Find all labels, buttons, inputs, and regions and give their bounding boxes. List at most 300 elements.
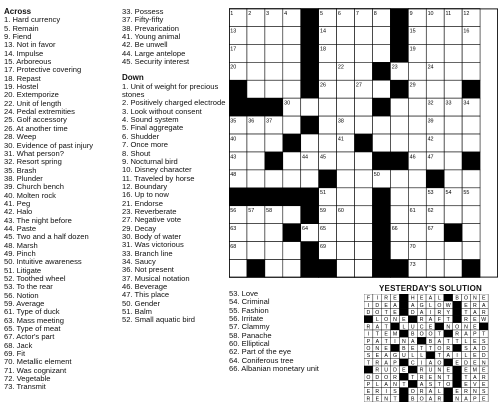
- grid-cell[interactable]: [444, 80, 462, 98]
- solution-black-square: [399, 395, 408, 402]
- clue-number: 51: [319, 190, 326, 197]
- clue-number: 64: [302, 226, 309, 232]
- clue-item: 57. Clammy: [229, 322, 270, 332]
- grid-cell[interactable]: [462, 116, 480, 134]
- clue-item: 56. Irritate: [229, 314, 264, 324]
- grid-cell[interactable]: [247, 62, 265, 80]
- grid-cell[interactable]: [229, 260, 247, 278]
- solution-letter: E: [473, 360, 477, 367]
- clue-item: 45. Two and a half dozen: [4, 232, 89, 242]
- grid-cell[interactable]: [265, 224, 283, 242]
- grid-cell[interactable]: [337, 98, 355, 116]
- grid-cell[interactable]: [355, 260, 373, 278]
- solution-letter: E: [411, 346, 415, 353]
- grid-cell[interactable]: [355, 152, 373, 170]
- clue-item: 28. Weep: [4, 132, 37, 142]
- grid-cell[interactable]: [444, 116, 462, 134]
- solution-letter: A: [428, 317, 433, 324]
- clue-item: 53. To the rear: [4, 282, 53, 292]
- solution-letter: O: [419, 396, 424, 402]
- solution-letter: I: [367, 331, 370, 338]
- grid-cell[interactable]: [462, 134, 480, 152]
- solution-letter: W: [445, 302, 451, 309]
- grid-cell[interactable]: [247, 80, 265, 98]
- grid-cell[interactable]: [337, 188, 355, 206]
- solution-letter: R: [366, 396, 371, 402]
- black-square: [301, 242, 319, 260]
- clue-item: 31. What person?: [4, 148, 64, 158]
- clue-item: 31. Was victorious: [122, 240, 184, 250]
- grid-cell[interactable]: [283, 242, 301, 260]
- solution-letter: V: [473, 382, 477, 389]
- grid-cell[interactable]: [265, 260, 283, 278]
- clue-item: 1. Unit of weight for precious stones: [122, 81, 219, 100]
- grid-cell[interactable]: [247, 152, 265, 170]
- solution-letter: A: [375, 324, 380, 331]
- solution-letter: P: [473, 396, 477, 402]
- grid-cell[interactable]: [319, 134, 337, 152]
- solution-letter: U: [384, 367, 389, 374]
- yesterday-solution-grid: [364, 294, 497, 402]
- grid-cell[interactable]: [283, 116, 301, 134]
- grid-cell[interactable]: [337, 44, 355, 62]
- grid-cell[interactable]: [355, 62, 373, 80]
- grid-cell[interactable]: [372, 80, 390, 98]
- solution-letter: I: [385, 389, 387, 396]
- grid-cell[interactable]: [283, 170, 301, 188]
- clue-number: 22: [337, 64, 344, 71]
- grid-cell[interactable]: [283, 44, 301, 62]
- black-square: [301, 26, 319, 44]
- solution-letter: E: [402, 367, 406, 374]
- solution-black-square: [453, 373, 462, 380]
- solution-letter: A: [375, 338, 380, 345]
- grid-cell[interactable]: [390, 116, 408, 134]
- clue-number: 2: [248, 10, 252, 17]
- solution-letter: A: [428, 295, 433, 302]
- black-square: [462, 80, 480, 98]
- solution-black-square: [399, 308, 408, 315]
- clue-item: 5. Remain: [4, 23, 39, 33]
- solution-black-square: [399, 294, 408, 301]
- clue-item: 26. At another time: [4, 123, 68, 133]
- solution-letter: E: [464, 302, 468, 309]
- clue-number: 9: [409, 10, 413, 17]
- clue-number: 45: [319, 154, 326, 161]
- solution-letter: P: [366, 338, 371, 345]
- solution-letter: Y: [446, 310, 450, 317]
- solution-letter: H: [410, 295, 415, 302]
- grid-cell[interactable]: [444, 26, 462, 44]
- solution-letter: U: [402, 353, 406, 360]
- solution-letter: A: [419, 310, 424, 317]
- grid-cell[interactable]: [265, 62, 283, 80]
- solution-letter: S: [366, 353, 371, 360]
- grid-cell[interactable]: [283, 26, 301, 44]
- solution-letter: T: [437, 353, 441, 360]
- solution-letter: O: [455, 324, 460, 331]
- grid-cell[interactable]: [390, 98, 408, 116]
- solution-black-square: [399, 373, 408, 380]
- clue-item: 42. Be unwell: [122, 40, 168, 50]
- solution-letter: T: [428, 346, 433, 353]
- clue-number: 17: [230, 46, 237, 53]
- grid-cell[interactable]: [462, 206, 480, 224]
- grid-cell[interactable]: [265, 44, 283, 62]
- grid-cell[interactable]: [355, 188, 373, 206]
- clue-item: 12. Boundary: [122, 181, 168, 191]
- clue-item: 33. Possess: [122, 7, 164, 16]
- grid-cell[interactable]: [355, 170, 373, 188]
- grid-cell[interactable]: [462, 242, 480, 260]
- grid-cell[interactable]: [265, 26, 283, 44]
- grid-cell[interactable]: [301, 170, 319, 188]
- grid-cell[interactable]: [337, 170, 355, 188]
- solution-letter: N: [472, 295, 477, 302]
- grid-cell[interactable]: [390, 242, 408, 260]
- solution-black-square: [444, 388, 453, 395]
- solution-black-square: [391, 344, 400, 351]
- black-square: [372, 242, 390, 260]
- grid-cell[interactable]: [247, 44, 265, 62]
- grid-cell[interactable]: [247, 134, 265, 152]
- grid-cell[interactable]: [408, 116, 426, 134]
- clue-column-middle: [122, 8, 226, 325]
- clue-item: 41. Peg: [4, 198, 31, 208]
- grid-cell[interactable]: [390, 134, 408, 152]
- grid-cell[interactable]: [355, 206, 373, 224]
- solution-letter: D: [375, 374, 380, 381]
- grid-cell[interactable]: [408, 170, 426, 188]
- solution-letter: T: [402, 382, 406, 389]
- solution-black-square: [453, 301, 462, 308]
- clue-item: 22. Unit of length: [4, 98, 62, 108]
- clue-number: 52: [373, 190, 380, 197]
- solution-letter: B: [411, 331, 415, 338]
- solution-letter: I: [376, 295, 379, 302]
- grid-cell[interactable]: [408, 188, 426, 206]
- solution-letter: T: [420, 346, 424, 353]
- grid-cell[interactable]: [283, 80, 301, 98]
- solution-letter: R: [384, 295, 389, 302]
- black-square: [301, 80, 319, 98]
- black-square: [283, 224, 301, 242]
- clue-item: 52. Toothed wheel: [4, 274, 66, 283]
- solution-letter: F: [437, 317, 441, 324]
- black-square: [301, 116, 319, 134]
- clue-item: 38. Prevarication: [122, 23, 179, 33]
- solution-letter: E: [375, 353, 380, 360]
- solution-letter: G: [393, 353, 398, 360]
- clue-number: 48: [230, 172, 237, 179]
- grid-cell[interactable]: [444, 206, 462, 224]
- grid-cell[interactable]: [408, 62, 426, 80]
- clue-item: 9. Nocturnal bird: [122, 156, 178, 166]
- grid-cell[interactable]: [444, 62, 462, 80]
- grid-cell[interactable]: [337, 242, 355, 260]
- solution-letter: T: [366, 360, 371, 367]
- clue-number: 46: [409, 154, 416, 161]
- solution-letter: S: [393, 389, 397, 396]
- solution-letter: L: [464, 353, 468, 360]
- clue-item: 37. Musical notation: [122, 273, 190, 283]
- clue-number: 26: [319, 82, 326, 89]
- solution-letter: A: [393, 302, 397, 309]
- grid-cell[interactable]: [247, 26, 265, 44]
- clue-item: 3. Look without consent: [122, 106, 202, 116]
- clue-item: 27. Negative vote: [122, 215, 182, 225]
- solution-letter: A: [446, 353, 450, 360]
- grid-cell[interactable]: [462, 170, 480, 188]
- black-square: [283, 188, 301, 206]
- grid-cell[interactable]: [247, 170, 265, 188]
- clue-item: 17. Protective covering: [4, 65, 82, 75]
- solution-letter: A: [419, 382, 424, 389]
- clue-number: 44: [302, 154, 309, 161]
- grid-cell[interactable]: [444, 44, 462, 62]
- clue-item: 54. Criminal: [229, 297, 270, 307]
- clue-item: 41. Young animal: [122, 32, 181, 42]
- clue-item: 51. Litigate: [4, 265, 42, 275]
- clue-item: 8. Shout: [122, 148, 151, 158]
- solution-letter: T: [384, 324, 388, 331]
- solution-letter: P: [393, 360, 397, 367]
- black-square: [265, 188, 283, 206]
- black-square: [247, 98, 265, 116]
- solution-letter: S: [481, 338, 486, 345]
- grid-cell[interactable]: [355, 98, 373, 116]
- clue-item: 7. Once more: [122, 140, 169, 150]
- grid-cell[interactable]: [426, 260, 444, 278]
- clue-number: 19: [409, 46, 416, 53]
- clue-number: 32: [427, 100, 434, 107]
- grid-cell[interactable]: [355, 44, 373, 62]
- clue-number: 10: [427, 10, 434, 17]
- solution-letter: E: [473, 324, 477, 331]
- solution-letter: R: [455, 331, 459, 338]
- solution-letter: E: [481, 396, 486, 402]
- grid-cell[interactable]: [444, 170, 462, 188]
- grid-cell[interactable]: [408, 224, 426, 242]
- clue-item: 49. Pinch: [4, 248, 36, 258]
- clue-number: 30: [284, 100, 291, 107]
- grid-cell[interactable]: [390, 170, 408, 188]
- solution-letter: L: [429, 302, 432, 309]
- solution-letter: O: [419, 331, 424, 338]
- black-square: [372, 152, 390, 170]
- down-clue-list-continued: [229, 290, 357, 373]
- grid-cell[interactable]: [444, 260, 462, 278]
- black-square: [265, 152, 283, 170]
- solution-letter: R: [375, 389, 380, 396]
- solution-letter: E: [393, 310, 397, 317]
- grid-cell[interactable]: [426, 80, 444, 98]
- black-square: [355, 134, 373, 152]
- grid-cell[interactable]: [283, 260, 301, 278]
- solution-title: YESTERDAY'S SOLUTION: [379, 284, 482, 293]
- solution-letter: E: [481, 295, 486, 302]
- solution-letter: L: [375, 382, 379, 389]
- grid-cell[interactable]: [390, 188, 408, 206]
- clue-number: 6: [337, 10, 341, 17]
- grid-cell[interactable]: [390, 206, 408, 224]
- clue-item: 15. Arboreous: [4, 57, 52, 67]
- solution-letter: T: [464, 310, 468, 317]
- clue-number: 5: [319, 10, 323, 17]
- grid-cell[interactable]: [283, 152, 301, 170]
- clue-number: 1: [230, 10, 234, 17]
- grid-cell[interactable]: [355, 116, 373, 134]
- black-square: [301, 206, 319, 224]
- crossword-grid: [229, 8, 498, 278]
- clue-number: 59: [319, 208, 326, 215]
- grid-cell[interactable]: [408, 98, 426, 116]
- solution-letter: E: [375, 396, 380, 402]
- clue-number: 18: [319, 46, 326, 53]
- solution-letter: E: [384, 302, 388, 309]
- grid-cell[interactable]: [444, 242, 462, 260]
- grid-cell[interactable]: [444, 134, 462, 152]
- grid-cell[interactable]: [337, 26, 355, 44]
- clue-item: 23. Reverberate: [122, 206, 177, 216]
- solution-letter: T: [384, 338, 388, 345]
- grid-cell[interactable]: [283, 206, 301, 224]
- clue-number: 41: [337, 136, 344, 143]
- solution-letter: R: [464, 389, 468, 396]
- clue-number: 57: [248, 208, 255, 215]
- clue-item: 14. Impulse: [4, 48, 44, 58]
- clue-item: 50. Gender: [122, 298, 160, 308]
- solution-letter: N: [437, 367, 442, 374]
- solution-letter: C: [410, 360, 415, 367]
- clue-number: 14: [319, 28, 326, 35]
- clue-item: 1. Hard currency: [4, 15, 61, 25]
- solution-letter: L: [402, 324, 406, 331]
- across-clue-list: [4, 16, 116, 391]
- clue-number: 20: [230, 64, 237, 71]
- grid-cell[interactable]: [301, 98, 319, 116]
- grid-cell[interactable]: [319, 62, 337, 80]
- solution-letter: D: [375, 302, 380, 309]
- grid-cell[interactable]: [426, 26, 444, 44]
- clue-number: 55: [463, 190, 470, 197]
- solution-letter: R: [481, 374, 486, 381]
- solution-black-square: [444, 294, 453, 301]
- solution-letter: E: [473, 338, 477, 345]
- clue-number: 63: [230, 226, 237, 232]
- grid-cell[interactable]: [372, 134, 390, 152]
- solution-letter: E: [384, 346, 388, 353]
- clue-number: 7: [355, 10, 359, 17]
- solution-letter: E: [402, 317, 406, 324]
- solution-letter: I: [456, 353, 458, 360]
- black-square: [301, 44, 319, 62]
- grid-cell[interactable]: [337, 152, 355, 170]
- grid-cell[interactable]: [337, 80, 355, 98]
- solution-letter: B: [411, 396, 415, 402]
- grid-cell[interactable]: [337, 224, 355, 242]
- solution-letter: A: [464, 396, 468, 402]
- across-clue-list-continued: [122, 8, 226, 66]
- clue-item: 50. Intuitive awareness: [4, 257, 82, 267]
- grid-cell[interactable]: [462, 44, 480, 62]
- clue-item: 6. Shudder: [122, 131, 160, 141]
- clue-item: 67. Actor's part: [4, 332, 55, 342]
- grid-cell[interactable]: [265, 134, 283, 152]
- solution-letter: T: [411, 374, 415, 381]
- solution-letter: R: [419, 317, 424, 324]
- solution-letter: A: [473, 346, 477, 353]
- solution-letter: T: [455, 338, 459, 345]
- clue-item: 73. Transmit: [4, 382, 46, 392]
- clue-number: 3: [266, 10, 270, 17]
- solution-letter: F: [366, 295, 371, 302]
- grid-cell[interactable]: [337, 260, 355, 278]
- solution-letter: E: [384, 331, 388, 338]
- clue-item: 71. Was cognizant: [4, 365, 67, 375]
- grid-cell[interactable]: [462, 224, 480, 242]
- grid-cell[interactable]: [355, 242, 373, 260]
- clue-column-down-continued: [229, 290, 357, 373]
- solution-letter: N: [393, 382, 397, 389]
- grid-cell[interactable]: [426, 44, 444, 62]
- grid-cell[interactable]: [372, 26, 390, 44]
- clue-item: 13. Not in favor: [4, 40, 56, 50]
- solution-black-square: [426, 352, 435, 359]
- solution-letter: R: [464, 317, 468, 324]
- black-square: [390, 44, 408, 62]
- grid-cell[interactable]: [372, 44, 390, 62]
- grid-cell[interactable]: [319, 116, 337, 134]
- solution-letter: L: [411, 353, 415, 360]
- grid-cell[interactable]: [319, 98, 337, 116]
- black-square: [462, 260, 480, 278]
- grid-cell[interactable]: [426, 242, 444, 260]
- grid-cell[interactable]: [355, 26, 373, 44]
- solution-letter: C: [419, 324, 424, 331]
- grid-cell[interactable]: [265, 80, 283, 98]
- clue-item: 47. This place: [122, 290, 170, 300]
- solution-black-square: [444, 395, 453, 402]
- clue-number: 40: [230, 136, 237, 143]
- solution-letter: R: [481, 310, 486, 317]
- black-square: [301, 9, 319, 27]
- clue-item: 10. Disney character: [122, 165, 192, 175]
- clue-item: 2. Positively charged electrode: [122, 98, 226, 108]
- grid-cell[interactable]: [283, 62, 301, 80]
- grid-cell[interactable]: [462, 62, 480, 80]
- clue-item: 48. Marsh: [4, 240, 38, 250]
- grid-cell[interactable]: [247, 224, 265, 242]
- solution-letter: R: [419, 389, 424, 396]
- solution-black-square: [399, 301, 408, 308]
- grid-cell[interactable]: [355, 224, 373, 242]
- solution-letter: U: [410, 324, 415, 331]
- grid-cell[interactable]: [265, 170, 283, 188]
- grid-cell[interactable]: [444, 152, 462, 170]
- grid-cell[interactable]: [247, 242, 265, 260]
- solution-letter: T: [437, 382, 441, 389]
- grid-cell[interactable]: [408, 134, 426, 152]
- grid-cell[interactable]: [265, 242, 283, 260]
- grid-cell[interactable]: [372, 116, 390, 134]
- solution-black-square: [453, 380, 462, 387]
- black-square: [372, 206, 390, 224]
- grid-cell[interactable]: [301, 134, 319, 152]
- solution-letter: L: [437, 295, 441, 302]
- black-square: [247, 188, 265, 206]
- clue-item: 55. Fashion: [229, 305, 269, 315]
